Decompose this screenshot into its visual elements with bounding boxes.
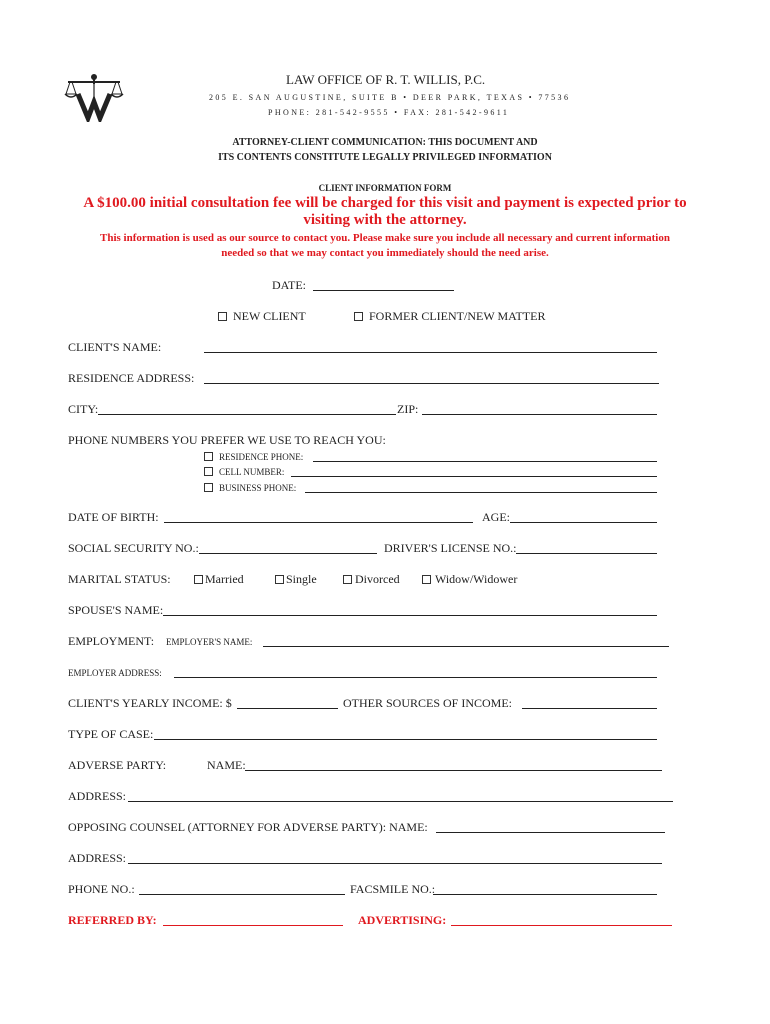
checkbox-icon[interactable] (204, 467, 213, 476)
married-label: Married (205, 572, 244, 586)
marital-status-label: MARITAL STATUS: (68, 572, 171, 586)
checkbox-icon[interactable] (204, 483, 213, 492)
spouse-name-field[interactable] (163, 615, 657, 616)
zip-label: ZIP: (397, 402, 419, 416)
info-notice-line1: This information is used as our source to contact you. Please make sure you include all necessary and current information (100, 232, 670, 244)
married-option[interactable] (194, 572, 244, 587)
former-client-label: FORMER CLIENT/NEW MATTER (369, 309, 546, 323)
checkbox-icon[interactable] (354, 312, 363, 321)
adverse-party-name-field[interactable] (245, 770, 662, 771)
referred-by-label: REFERRED BY: (68, 913, 157, 927)
adverse-party-label: ADVERSE PARTY: (68, 758, 167, 772)
city-field[interactable] (98, 414, 396, 415)
divorced-label: Divorced (355, 572, 400, 586)
law-firm-logo (64, 70, 124, 122)
residence-address-field[interactable] (204, 383, 659, 384)
former-client-option[interactable] (354, 309, 545, 324)
new-client-label: NEW CLIENT (233, 309, 306, 323)
drivers-license-label: DRIVER'S LICENSE NO.: (384, 541, 517, 555)
counsel-address-label: ADDRESS: (68, 851, 127, 865)
other-income-field[interactable] (522, 708, 657, 709)
employer-address-field[interactable] (174, 677, 657, 678)
facsimile-field[interactable] (433, 894, 657, 895)
checkbox-icon[interactable] (343, 575, 352, 584)
residence-phone-field[interactable] (313, 461, 657, 462)
checkbox-icon[interactable] (204, 452, 213, 461)
firm-address: 205 E. SAN AUGUSTINE, SUITE B • DEER PARK, TEXAS • 77536 (209, 93, 571, 102)
cell-number-field[interactable] (291, 476, 657, 477)
adverse-address-label: ADDRESS: (68, 789, 127, 803)
spouse-name-label: SPOUSE'S NAME: (68, 603, 164, 617)
drivers-license-field[interactable] (516, 553, 657, 554)
business-phone-option[interactable] (204, 483, 296, 493)
phone-no-label: PHONE NO.: (68, 882, 135, 896)
fee-notice-line2: visiting with the attorney. (303, 212, 467, 228)
opposing-counsel-label: OPPOSING COUNSEL (ATTORNEY FOR ADVERSE PARTY): NAME: (68, 820, 428, 834)
adverse-address-field[interactable] (128, 801, 673, 802)
checkbox-icon[interactable] (275, 575, 284, 584)
widow-label: Widow/Widower (435, 572, 518, 586)
checkbox-icon[interactable] (422, 575, 431, 584)
facsimile-label: FACSMILE NO.: (350, 882, 436, 896)
checkbox-icon[interactable] (218, 312, 227, 321)
firm-name: LAW OFFICE OF R. T. WILLIS, P.C. (286, 72, 486, 87)
form-title: CLIENT INFORMATION FORM (318, 183, 452, 193)
privilege-notice-line1: ATTORNEY-CLIENT COMMUNICATION: THIS DOCUMENT AND (232, 137, 538, 148)
ssn-label: SOCIAL SECURITY NO.: (68, 541, 199, 555)
employer-address-label: EMPLOYER ADDRESS: (68, 668, 162, 678)
ssn-field[interactable] (199, 553, 377, 554)
other-income-label: OTHER SOURCES OF INCOME: (343, 696, 513, 710)
counsel-address-field[interactable] (128, 863, 662, 864)
date-field[interactable] (313, 290, 454, 291)
residence-address-label: RESIDENCE ADDRESS: (68, 371, 195, 385)
dob-label: DATE OF BIRTH: (68, 510, 159, 524)
firm-phone-fax: PHONE: 281-542-9555 • FAX: 281-542-9611 (268, 108, 510, 117)
info-notice-line2: needed so that we may contact you immediately should the need arise. (221, 247, 549, 259)
fee-notice-line1: A $100.00 initial consultation fee will be charged for this visit and payment is expected prior to (83, 195, 687, 211)
yearly-income-label: CLIENT'S YEARLY INCOME: $ (68, 696, 232, 710)
employer-name-field[interactable] (263, 646, 669, 647)
residence-phone-option[interactable] (204, 452, 303, 462)
privilege-notice-line2: ITS CONTENTS CONSTITUTE LEGALLY PRIVILEGED INFORMATION (218, 152, 552, 163)
cell-number-label: CELL NUMBER: (219, 467, 285, 477)
widow-option[interactable] (422, 572, 517, 587)
business-phone-label: BUSINESS PHONE: (219, 483, 297, 493)
dob-field[interactable] (164, 522, 473, 523)
checkbox-icon[interactable] (194, 575, 203, 584)
zip-field[interactable] (422, 414, 657, 415)
adverse-party-name-label: NAME: (207, 758, 246, 772)
advertising-field[interactable] (451, 925, 672, 926)
cell-number-option[interactable] (204, 467, 284, 477)
clients-name-field[interactable] (204, 352, 657, 353)
employment-label: EMPLOYMENT: (68, 634, 155, 648)
yearly-income-field[interactable] (237, 708, 338, 709)
city-label: CITY: (68, 402, 99, 416)
advertising-label: ADVERTISING: (358, 913, 447, 927)
residence-phone-label: RESIDENCE PHONE: (219, 452, 304, 462)
single-option[interactable] (275, 572, 317, 587)
age-label: AGE: (482, 510, 510, 524)
phone-no-field[interactable] (139, 894, 345, 895)
date-label: DATE: (272, 278, 306, 292)
age-field[interactable] (510, 522, 657, 523)
opposing-counsel-name-field[interactable] (436, 832, 665, 833)
type-of-case-field[interactable] (154, 739, 657, 740)
divorced-option[interactable] (343, 572, 400, 587)
phone-preference-label: PHONE NUMBERS YOU PREFER WE USE TO REACH YOU: (68, 433, 386, 447)
type-of-case-label: TYPE OF CASE: (68, 727, 154, 741)
employer-name-label: EMPLOYER'S NAME: (166, 637, 253, 647)
referred-by-field[interactable] (163, 925, 343, 926)
business-phone-field[interactable] (305, 492, 657, 493)
clients-name-label: CLIENT'S NAME: (68, 340, 162, 354)
single-label: Single (286, 572, 317, 586)
new-client-option[interactable] (218, 309, 306, 324)
